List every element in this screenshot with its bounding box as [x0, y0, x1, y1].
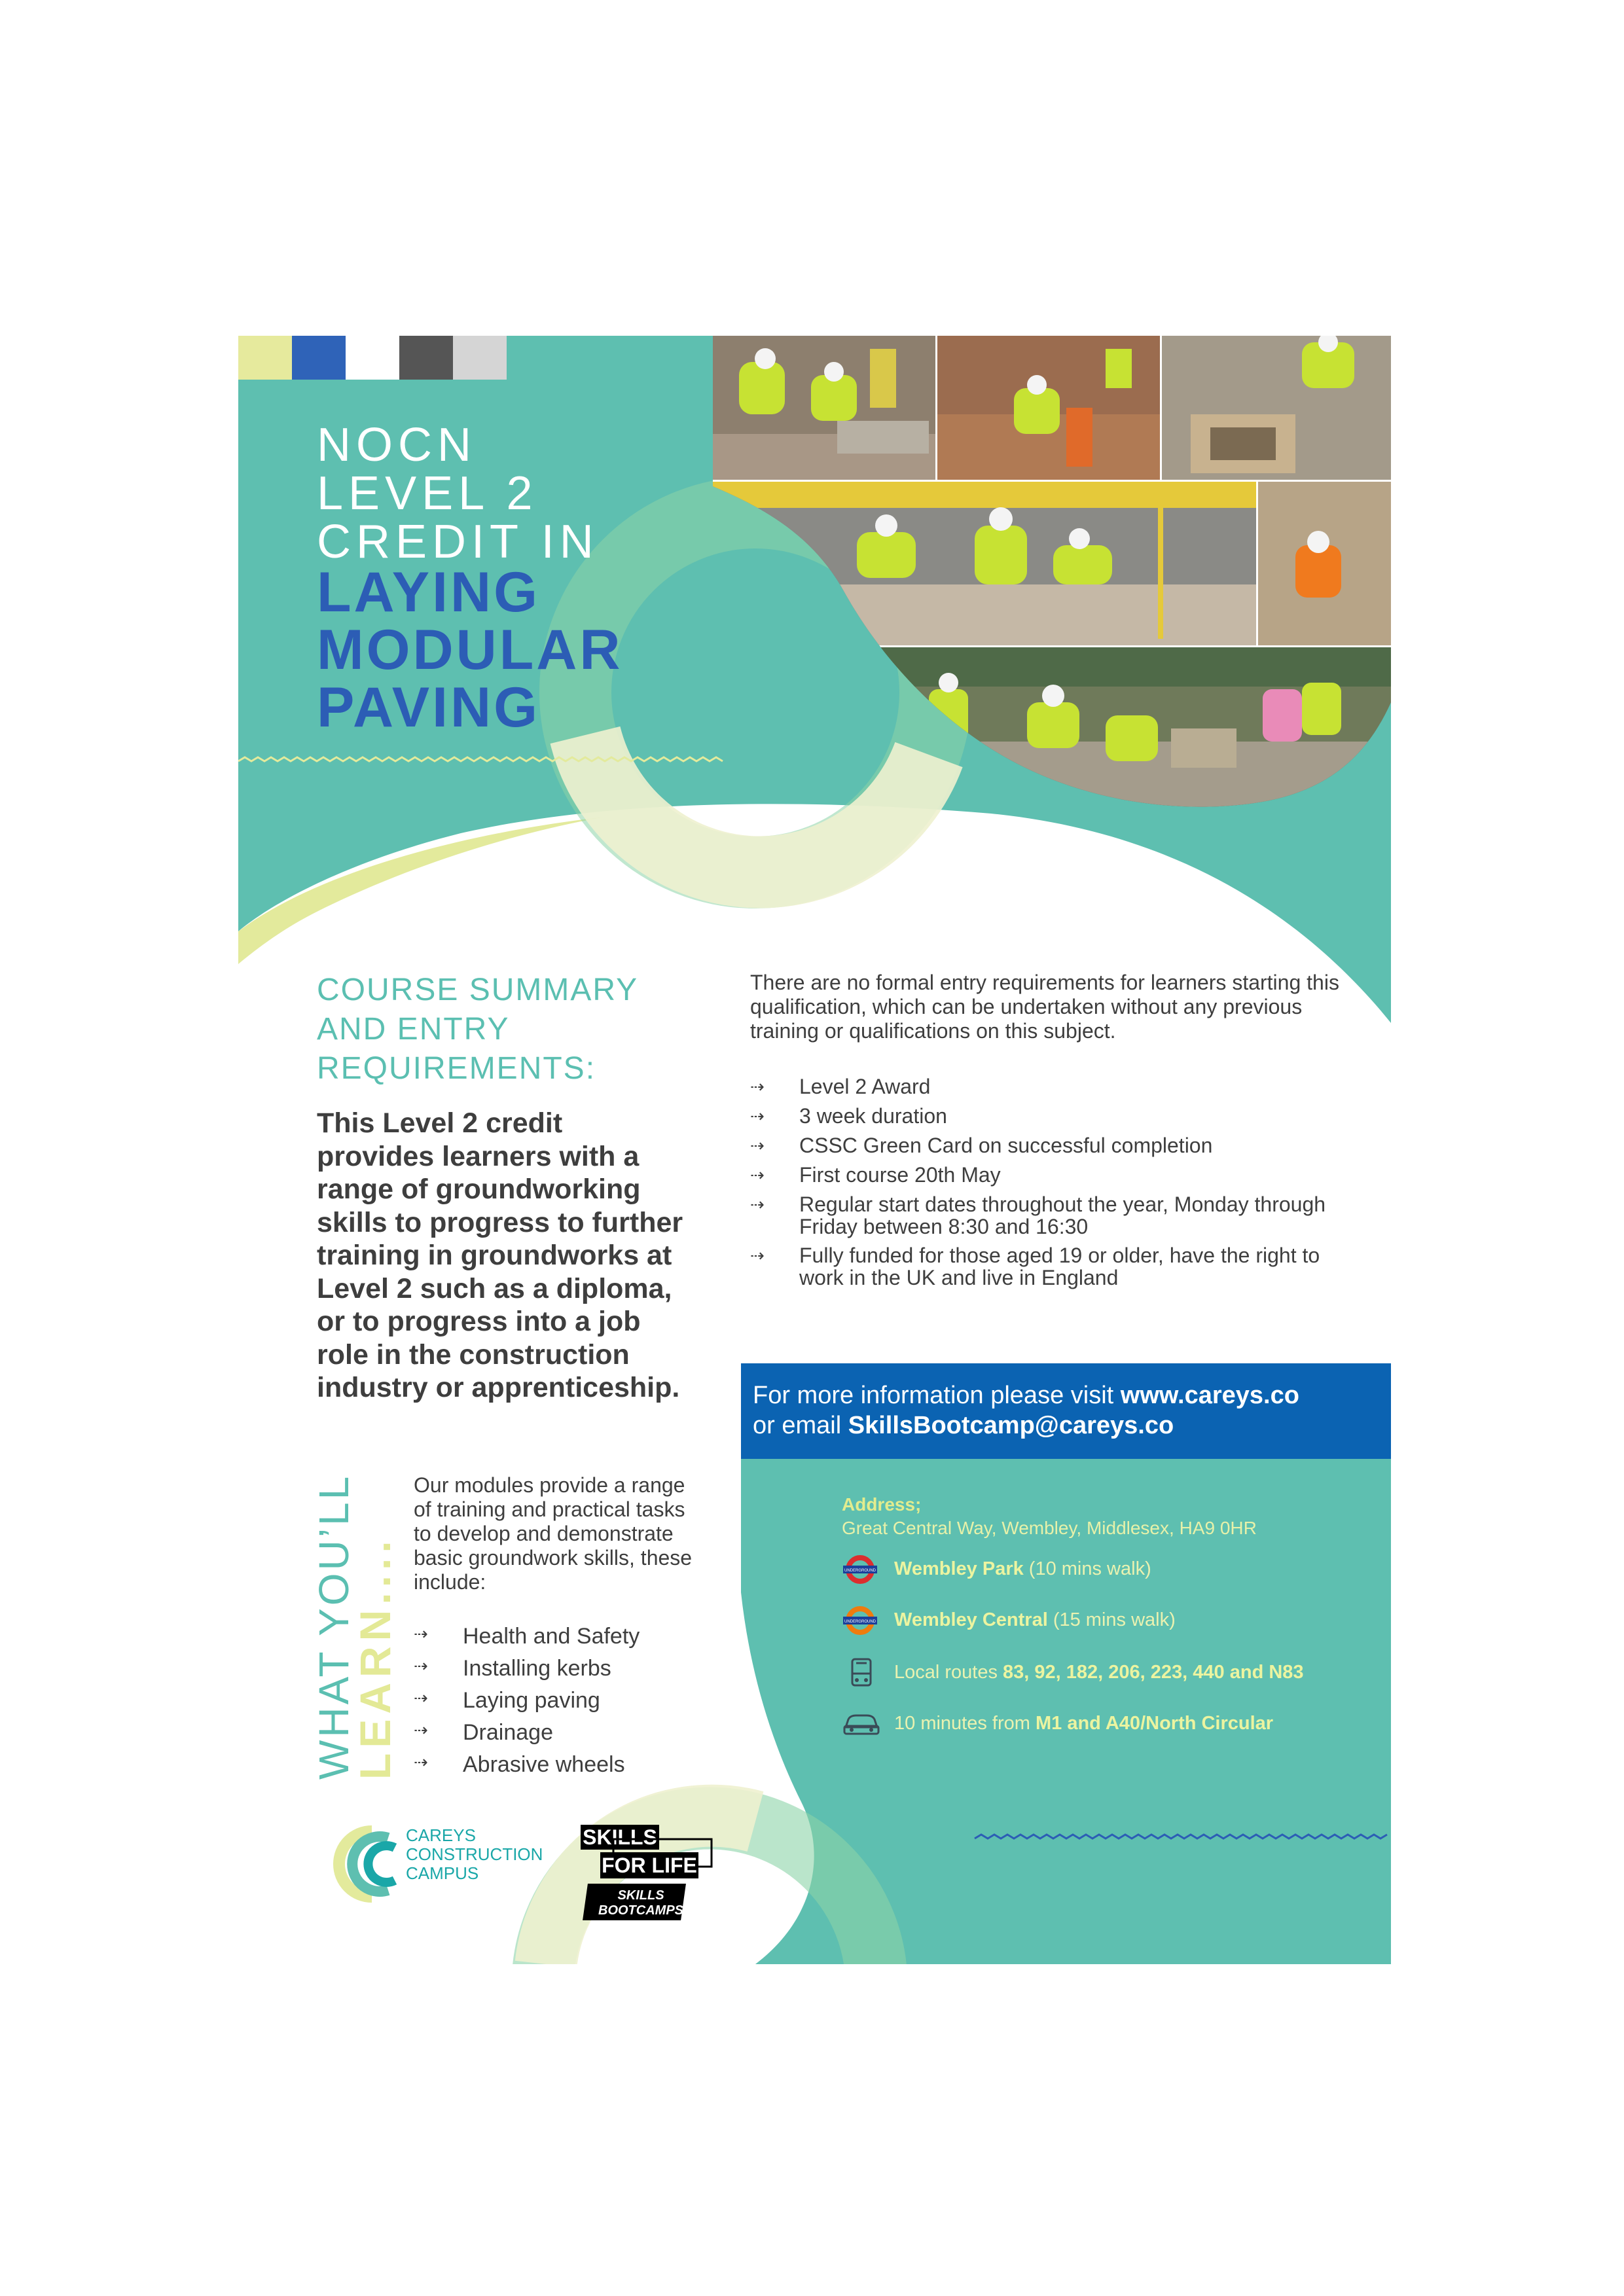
car-icon: [842, 1708, 881, 1740]
email-line: or email SkillsBootcamp@careys.co: [753, 1412, 1174, 1439]
course-details-list: ⇢ Level 2 Award ⇢ 3 week duration ⇢ CSSC Green Card on successful completion ⇢ First course 20th May ⇢ Regular start dates throughout the year, Monday through Friday between 8:30 and 16:30 ⇢ Fully funded for those aged 19 or older, have the right to work in the UK and live in England: [750, 1075, 1326, 1289]
arrow-icon: ⇢: [414, 1688, 428, 1708]
careys-construction-campus-logo: CAREYS CONSTRUCTION CAMPUS: [326, 1818, 555, 1916]
bus-icon: [842, 1657, 881, 1689]
title-bold: [317, 561, 623, 739]
flyer: NOCN LEVEL 2 CREDIT IN LAYING MODULAR PAVING COURSE SUMMARY AND ENTRY REQUIREMENTS: This Level 2 credit provides learners with a range of groundworking skills to progress to further training in groundworks at Level 2 such as a diploma, or to progress into a job role in the construction industry or apprenticeship. There are no formal entry requirements for learners starting this qualification, which can be undertaken without any previous training or qualifications on this subject. ⇢ Level 2 Award ⇢ 3 week duration ⇢ CSSC Green Card on successful completion ⇢ First course 20th May ⇢ Regular start dates throughout the year, Monday through Friday between 8:30 and 16:30 ⇢ Fully funded for those aged 19 or older, have the right to work in the UK and live in England For more information please visit www.careys.co or email SkillsBootcamp@careys.co Address; Great Central Way, Wembley, Middlesex, HA9 0HR UNDERGROUND Wembley Park (10 mins walk) UNDERGROUND Wembley Central (15 mins walk) Local routes 83, 92, 182, 206, 223, 440 and N83 10 minutes from M1 and A40/North Circular WHAT YOU’LL LEARN.... Our modules provide a range of training and practical tasks to develop and demonstrate basic groundwork skills, these include: ⇢ Health and Safety ⇢ Installing kerbs ⇢ Laying paving ⇢ Drainage ⇢ Abrasive wheels CAREYS CONSTRUCTION CAMPUS SKILLS FOR LIFE SKILLS BOOTCAMPS: [238, 336, 1391, 1964]
modules-intro: Our modules provide a range of training and practical tasks to develop and demonstrate basic groundwork skills, these include:: [414, 1473, 693, 1594]
swatch-light-grey: [453, 336, 507, 380]
summary-heading-line-1: COURSE SUMMARY: [317, 973, 639, 1007]
title-bold-line-3: PAVING: [317, 676, 540, 739]
summary-heading-line-2: AND ENTRY: [317, 1012, 510, 1047]
course-summary-heading: [317, 971, 638, 1088]
arrow-icon: ⇢: [750, 1165, 765, 1185]
photo-collage: [713, 336, 1391, 814]
more-info-banner: [741, 1363, 1391, 1459]
arrow-icon: ⇢: [750, 1194, 765, 1214]
address-text: Great Central Way, Wembley, Middlesex, HA9 0HR: [842, 1518, 1257, 1538]
title-bold-line-1: LAYING: [317, 561, 540, 624]
svg-text:SKILLS: SKILLS: [617, 1888, 664, 1903]
arrow-icon: ⇢: [750, 1077, 765, 1096]
ccc-mark-icon: [326, 1818, 405, 1910]
photo-worker-2: [937, 336, 1160, 480]
swatch-white: [346, 336, 399, 380]
website-link[interactable]: www.careys.co: [1120, 1382, 1299, 1409]
title-line-3: CREDIT IN: [317, 516, 599, 568]
arrow-icon: ⇢: [414, 1624, 428, 1643]
swatch-dark-grey: [399, 336, 453, 380]
photo-worker-5: [1258, 482, 1391, 645]
course-summary-body: This Level 2 credit provides learners with a range of groundworking skills to progress to further training in groundworks at Level 2 such as a diploma, or to progress into a job role in the construction industry or apprenticeship.: [317, 1107, 683, 1403]
arrow-icon: ⇢: [750, 1246, 765, 1265]
svg-text:UNDERGROUND: UNDERGROUND: [844, 1620, 876, 1624]
swatch-lime: [238, 336, 292, 380]
arrow-icon: ⇢: [414, 1720, 428, 1740]
title-bold-line-2: MODULAR: [317, 619, 623, 681]
photo-worker-4: [713, 482, 1256, 645]
photo-worker-6: [713, 647, 1391, 814]
photo-worker-3: [1162, 336, 1391, 480]
svg-text:FOR LIFE: FOR LIFE: [602, 1854, 697, 1877]
arrow-icon: ⇢: [750, 1106, 765, 1126]
arrow-icon: ⇢: [414, 1752, 428, 1772]
what-youll-text: WHAT YOU’LL: [310, 1473, 357, 1780]
email-link[interactable]: SkillsBootcamp@careys.co: [848, 1412, 1174, 1439]
title-line-1: NOCN: [317, 419, 477, 471]
title-light: [317, 421, 599, 566]
svg-text:BOOTCAMPS: BOOTCAMPS: [598, 1903, 683, 1918]
skills-for-life-logo: [574, 1818, 718, 1923]
photo-worker-1: [713, 336, 935, 480]
learn-text: LEARN....: [351, 1535, 399, 1780]
underground-roundel-icon: [842, 1553, 881, 1586]
website-line: For more information please visit www.careys.co: [753, 1382, 1299, 1409]
swatch-blue: [292, 336, 346, 380]
arrow-icon: ⇢: [414, 1656, 428, 1676]
arrow-icon: ⇢: [750, 1136, 765, 1155]
address-label: Address;: [842, 1494, 922, 1515]
svg-text:SKILLS: SKILLS: [583, 1825, 657, 1849]
svg-text:UNDERGROUND: UNDERGROUND: [844, 1569, 876, 1573]
title-line-2: LEVEL 2: [317, 467, 538, 520]
entry-requirements-text: There are no formal entry requirements for learners starting this qualification, which can be undertaken without any previous training or qualifications on this subject.: [750, 971, 1339, 1043]
what-youll-learn-heading: [310, 1452, 401, 1780]
summary-heading-line-3: REQUIREMENTS:: [317, 1051, 596, 1086]
overground-roundel-icon: [842, 1604, 881, 1637]
modules-list: ⇢ Health and Safety ⇢ Installing kerbs ⇢ Laying paving ⇢ Drainage ⇢ Abrasive wheels: [414, 1624, 640, 1777]
